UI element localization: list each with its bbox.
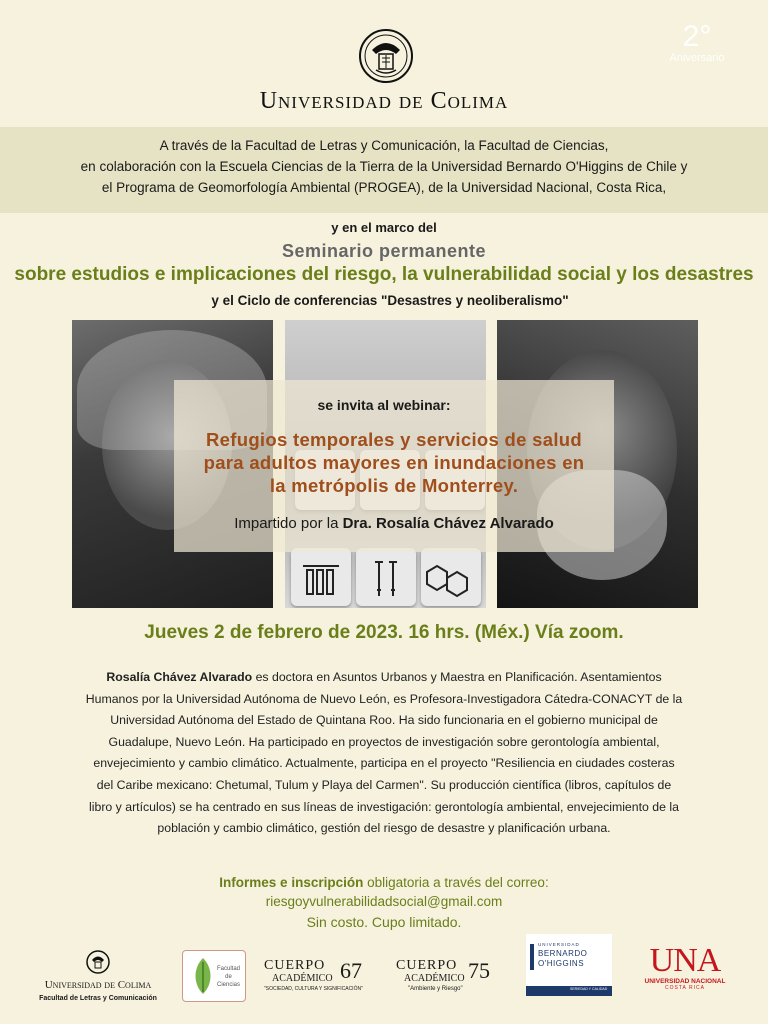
registration-email[interactable]: riesgoyvulnerabilidadsocial@gmail.com bbox=[265, 894, 503, 909]
speaker-bio bbox=[84, 667, 684, 840]
ca75-academico: ACADÉMICO bbox=[404, 973, 465, 984]
ucol-logo-faculty: Facultad de Letras y Comunicación bbox=[39, 995, 157, 1002]
registration-label: Informes e inscripción bbox=[219, 875, 364, 890]
talk-title-line-3: la metrópolis de Monterrey. bbox=[269, 475, 519, 496]
una-sub-2: COSTA RICA bbox=[665, 985, 705, 991]
talk-title-line-2: para adultos mayores en inundaciones en bbox=[203, 452, 585, 473]
ca67-number: 67 bbox=[340, 958, 362, 983]
ubo-line-2: O'HIGGINS bbox=[538, 959, 585, 968]
fc-line-3: Ciencias bbox=[217, 982, 241, 988]
ca67-cuerpo: CUERPO bbox=[264, 958, 326, 973]
bernardo-ohiggins-logo bbox=[526, 934, 612, 996]
ucol-seal-icon bbox=[86, 950, 110, 974]
facultad-ciencias-logo bbox=[182, 950, 246, 1002]
speaker-name: Dra. Rosalía Chávez Alvarado bbox=[342, 515, 554, 532]
seminar-heading: Seminario permanente bbox=[281, 241, 487, 261]
anniversary-label: Aniversario bbox=[669, 52, 725, 64]
seminar-subtitle: sobre estudios e implicaciones del riesgo, la vulnerabilidad social y los desastres bbox=[14, 264, 754, 285]
bio-name: Rosalía Chávez Alvarado bbox=[106, 670, 253, 684]
webinar-invite: se invita al webinar: bbox=[317, 397, 451, 413]
registration-text: obligatoria a través del correo: bbox=[363, 875, 549, 890]
ca75-cuerpo: CUERPO bbox=[396, 958, 458, 973]
event-date: Jueves 2 de febrero de 2023. 16 hrs. (Méx.) Vía zoom. bbox=[144, 622, 624, 643]
ubo-motto: SERIEDAD Y CALIDAD bbox=[570, 987, 608, 991]
university-title: Universidad de Colima bbox=[259, 88, 509, 114]
framework-marco: y en el marco del bbox=[331, 220, 437, 235]
ubo-line-1: BERNARDO bbox=[538, 949, 588, 958]
anniversary-mark bbox=[652, 22, 742, 64]
una-logo bbox=[640, 944, 730, 996]
cost-note: Sin costo. Cupo limitado. bbox=[306, 914, 462, 930]
registration-info bbox=[0, 875, 768, 890]
speaker-line bbox=[174, 515, 614, 532]
bio-text: es doctora en Asuntos Urbanos y Maestra en Planificación. Asentamientos Humanos por la Universidad Autónoma de Nuevo León, es Profesora-Investigadora Cátedra-CONACYT de la Universidad Autónoma del Estado de Quintana Roo. Ha sido funcionaria en el gobierno municipal de Guadalupe, Nuevo León. Ha participado en proyectos de investigación sobre gerontología ambiental, envejecimiento y cambio climático. Actualmente, participa en el proyecto "Resiliencia en ciudades costeras del Caribe mexicano: Chetumal, Tulum y Playa del Carmen". Su producción científica (libros, capítulos de libro y artículos) se ha centrado en sus líneas de investigación: gerontología ambiental, envejecimiento de la población y cambio climático, gestión del riesgo de desastre y planificación urbana. bbox=[85, 670, 683, 836]
ca75-sub: "Ambiente y Riesgo" bbox=[408, 986, 463, 992]
intro-line-1: A través de la Facultad de Letras y Comunicación, la Facultad de Ciencias, bbox=[159, 138, 609, 153]
fc-line-1: Facultad bbox=[217, 966, 241, 972]
ca67-sub: "SOCIEDAD, CULTURA Y SIGNIFICACIÓN" bbox=[264, 986, 363, 992]
ucol-logo bbox=[36, 950, 160, 1002]
lecture-cycle: y el Ciclo de conferencias "Desastres y neoliberalismo" bbox=[211, 293, 569, 308]
lab-icons bbox=[297, 556, 477, 600]
intro-line-2: en colaboración con la Escuela Ciencias de la Tierra de la Universidad Bernardo O'Higgins de Chile y bbox=[80, 159, 688, 174]
university-seal-icon bbox=[358, 28, 414, 84]
talk-title-line-1: Refugios temporales y servicios de salud bbox=[206, 429, 582, 450]
anniversary-number: 2° bbox=[682, 20, 712, 53]
leaf-icon bbox=[189, 956, 217, 996]
ucol-logo-name: Universidad de Colima bbox=[44, 979, 152, 991]
intro-line-3: el Programa de Geomorfología Ambiental (PROGEA), de la Universidad Nacional, Costa Rica, bbox=[101, 180, 667, 195]
cuerpo-academico-75-logo bbox=[396, 958, 506, 998]
cuerpo-academico-67-logo bbox=[264, 958, 382, 998]
ubo-small: UNIVERSIDAD bbox=[538, 942, 580, 947]
fc-line-2: de bbox=[225, 974, 232, 980]
ca75-number: 75 bbox=[468, 958, 490, 983]
intro-band bbox=[0, 127, 768, 213]
speaker-prefix: Impartido por la bbox=[234, 515, 339, 532]
talk-title bbox=[174, 428, 614, 497]
una-sub-1: UNIVERSIDAD NACIONAL bbox=[644, 978, 726, 985]
una-name: UNA bbox=[649, 942, 721, 979]
ca67-academico: ACADÉMICO bbox=[272, 973, 333, 984]
